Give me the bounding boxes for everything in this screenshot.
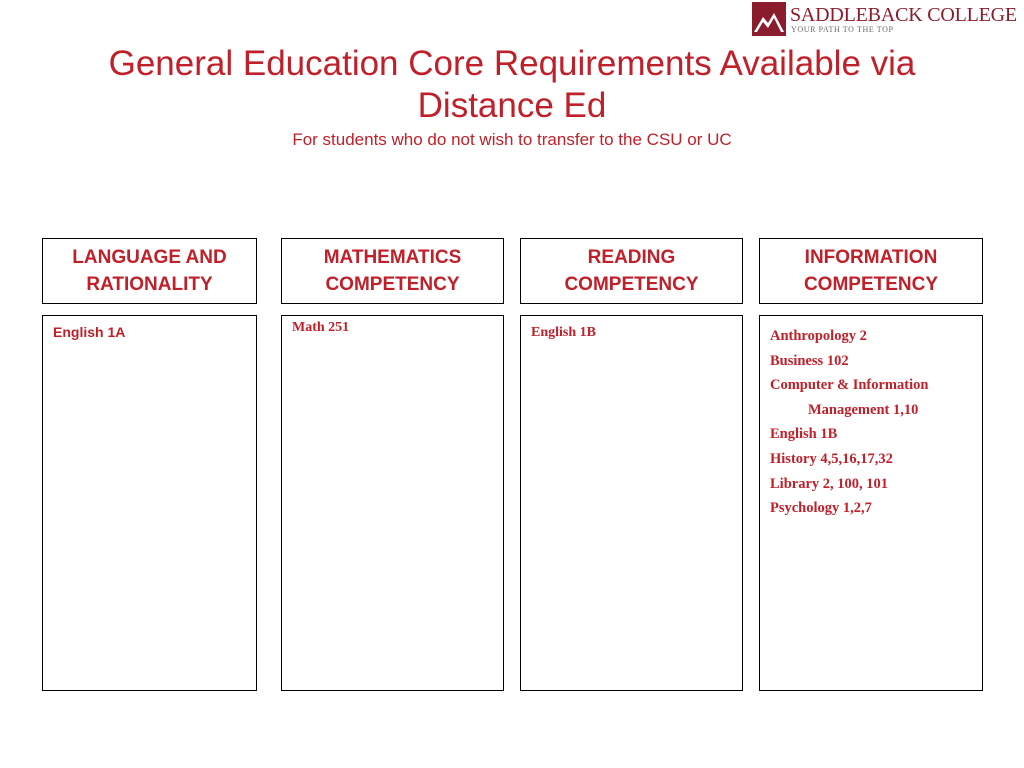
course-item: Computer & Information — [770, 377, 929, 394]
header-line-2: RATIONALITY — [86, 274, 213, 295]
course-item: English 1B — [531, 325, 596, 340]
header-line-2: COMPETENCY — [564, 274, 699, 295]
column-reading-competency — [520, 315, 743, 691]
header-reading-competency — [520, 238, 743, 304]
course-list — [770, 324, 928, 521]
course-item: History 4,5,16,17,32 — [770, 450, 893, 467]
column-mathematics-competency — [281, 315, 504, 691]
title-line-2: Distance Ed — [417, 86, 607, 125]
mountain-logo-icon — [752, 2, 786, 36]
header-line-1: INFORMATION — [804, 247, 938, 268]
course-item: Library 2, 100, 101 — [770, 475, 889, 492]
page-title — [40, 43, 984, 127]
course-item: English 1A — [53, 324, 126, 340]
column-information-competency — [759, 315, 983, 691]
header-information-competency — [759, 238, 983, 304]
course-item: Psychology 1,2,7 — [770, 500, 872, 517]
header-line-2: COMPETENCY — [325, 274, 460, 295]
course-item: Math 251 — [292, 320, 350, 335]
header-line-1: MATHEMATICS — [323, 247, 462, 268]
header-line-1: LANGUAGE AND — [72, 247, 227, 268]
header-line-1: READING — [587, 247, 676, 268]
page-subtitle: For students who do not wish to transfer to the CSU or UC — [292, 130, 732, 149]
college-logo — [752, 2, 1017, 36]
column-language-rationality — [42, 315, 257, 691]
course-item: Anthropology 2 — [770, 328, 867, 344]
header-mathematics-competency — [281, 238, 504, 304]
course-item: English 1B — [770, 426, 838, 443]
course-item: Management 1,10 — [808, 401, 919, 418]
header-line-2: COMPETENCY — [803, 274, 939, 295]
logo-tagline: YOUR PATH TO THE TOP — [791, 25, 894, 34]
logo-name: SADDLEBACK COLLEGE — [790, 4, 1017, 26]
course-item: Business 102 — [770, 352, 849, 369]
title-line-1: General Education Core Requirements Available via — [108, 44, 916, 83]
header-language-rationality — [42, 238, 257, 304]
